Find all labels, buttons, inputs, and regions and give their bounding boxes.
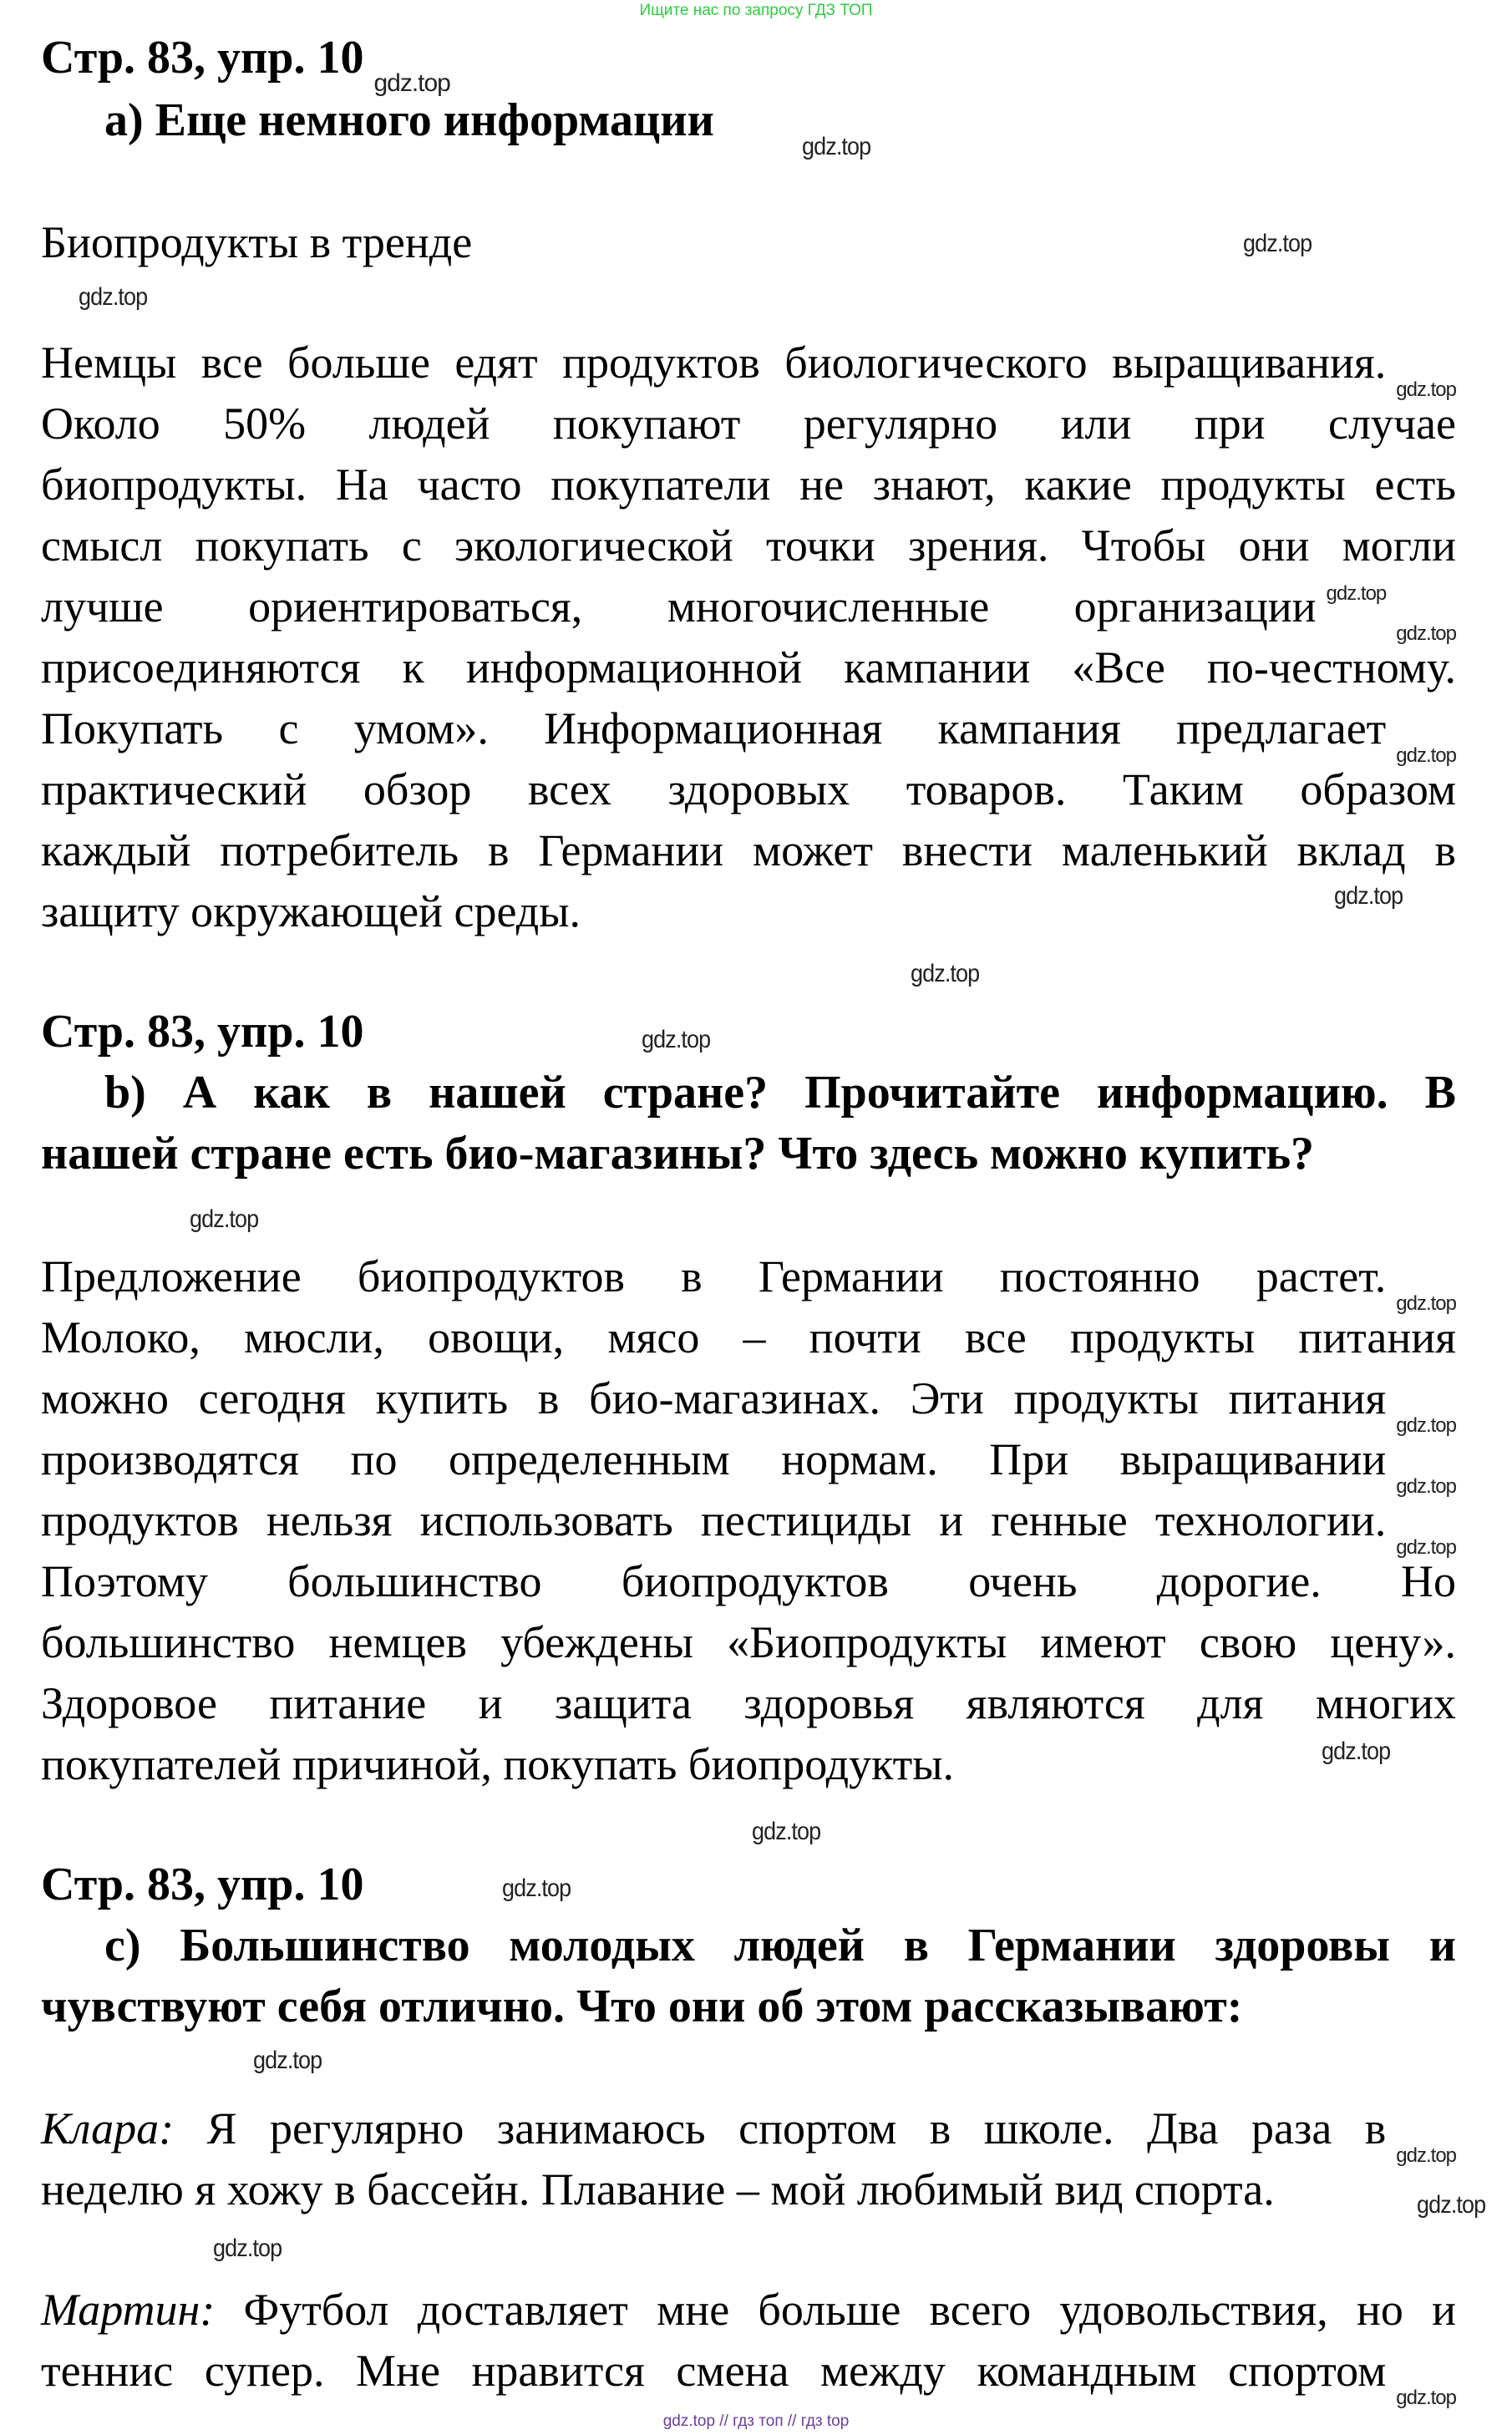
- watermark: gdz.top: [1396, 2144, 1457, 2167]
- watermark: gdz.top: [802, 133, 871, 160]
- section-b-header: Стр. 83, упр. 10: [41, 1006, 364, 1058]
- paragraph-a-line: [41, 332, 1456, 401]
- klara-text: Я регулярно занимаюсь спортом в школе. Два раза в: [206, 2103, 1387, 2153]
- footer-links: gdz.top // гдз топ // гдз top: [662, 2412, 850, 2430]
- paragraph-b-line: Здоровое питание и защита здоровья являются для многих: [41, 1678, 1456, 1728]
- watermark: gdz.top: [752, 1818, 821, 1845]
- paragraph-b-line: [41, 1246, 1456, 1315]
- paragraph-b-line: [41, 1368, 1456, 1437]
- martin-text: теннис супер. Мне нравится смена между командным спортом: [41, 2346, 1387, 2396]
- watermark: gdz.top: [1396, 1536, 1456, 1559]
- watermark: gdz.top: [1334, 882, 1403, 910]
- section-a-title: Биопродукты в тренде: [41, 217, 473, 267]
- watermark: gdz.top: [1396, 622, 1456, 645]
- watermark: gdz.top: [373, 69, 450, 97]
- paragraph-a-line: присоединяются к информационной кампании «Все по-честному.: [41, 642, 1456, 692]
- watermark: gdz.top: [1396, 1414, 1456, 1437]
- klara-line: [41, 2098, 1457, 2167]
- martin-name: Мартин:: [41, 2285, 216, 2335]
- watermark: gdz.top: [1243, 230, 1312, 257]
- section-c-task-line: чувствуют себя отлично. Что они об этом рассказывают:: [41, 1981, 1243, 2032]
- section-c-task-line: c) Большинство молодых людей в Германии здоровы и: [104, 1920, 1456, 1971]
- klara-name: Клара:: [41, 2103, 175, 2153]
- watermark: gdz.top: [1322, 1737, 1391, 1765]
- watermark: gdz.top: [1396, 2387, 1456, 2409]
- klara-line: неделю я хожу в бассейн. Плавание – мой любимый вид спорта.: [41, 2164, 1275, 2214]
- watermark: gdz.top: [1396, 744, 1456, 767]
- section-a-task: a) Еще немного информации: [104, 94, 714, 146]
- paragraph-a-line: [41, 698, 1456, 767]
- paragraph-b-text: Предложение биопродуктов в Германии постоянно растет.: [41, 1251, 1387, 1301]
- paragraph-b-line: [41, 1490, 1456, 1559]
- martin-text: Футбол доставляет мне больше всего удовольствия, но и: [243, 2285, 1456, 2335]
- watermark: gdz.top: [1326, 582, 1387, 605]
- paragraph-a-text: Немцы все больше едят продуктов биологического выращивания.: [41, 337, 1387, 388]
- paragraph-b-line: покупателей причиной, покупать биопродукты.: [41, 1739, 955, 1789]
- watermark: gdz.top: [1396, 1475, 1456, 1498]
- watermark: gdz.top: [253, 2047, 322, 2074]
- watermark: gdz.top: [213, 2235, 282, 2262]
- section-a-header-line: [41, 28, 1456, 97]
- paragraph-b-line: большинство немцев убеждены «Биопродукты имеют свою цену».: [41, 1617, 1456, 1667]
- watermark: gdz.top: [79, 283, 148, 311]
- section-b-task-line: b) А как в нашей стране? Прочитайте информацию. В: [104, 1067, 1456, 1119]
- watermark: gdz.top: [1396, 1292, 1456, 1315]
- paragraph-a-line: защиту окружающей среды.: [41, 886, 581, 936]
- section-b-task-line: нашей стране есть био-магазины? Что здесь можно купить?: [41, 1128, 1315, 1179]
- paragraph-b-text: производятся по определенным нормам. При выращивании: [41, 1434, 1387, 1484]
- paragraph-a-text: лучше ориентироваться, многочисленные организации: [41, 581, 1317, 632]
- martin-line: [41, 2280, 1456, 2340]
- paragraph-a-line: смысл покупать с экологической точки зрения. Чтобы они могли: [41, 520, 1456, 571]
- paragraph-b-text: можно сегодня купить в био-магазинах. Эти продукты питания: [41, 1373, 1387, 1423]
- watermark: gdz.top: [642, 1026, 711, 1053]
- watermark: gdz.top: [502, 1874, 571, 1902]
- paragraph-b-text: продуктов нельзя использовать пестициды и генные технологии.: [41, 1495, 1387, 1545]
- paragraph-a-line: биопродукты. На часто покупатели не знают, какие продукты есть: [41, 459, 1456, 510]
- paragraph-a-line: Около 50% людей покупают регулярно или при случае: [41, 398, 1456, 449]
- paragraph-b-line: Молоко, мюсли, овощи, мясо – почти все продукты питания: [41, 1312, 1456, 1362]
- martin-line: [41, 2341, 1456, 2409]
- paragraph-b-line: Поэтому большинство биопродуктов очень дорогие. Но: [41, 1556, 1456, 1606]
- watermark: gdz.top: [1417, 2191, 1486, 2219]
- top-search-note: Ищите нас по запросу ГДЗ ТОП: [639, 2, 873, 19]
- section-c-header: Стр. 83, упр. 10: [41, 1859, 364, 1910]
- watermark: gdz.top: [1396, 378, 1456, 401]
- paragraph-b-line: [41, 1429, 1456, 1498]
- watermark: gdz.top: [190, 1205, 259, 1233]
- paragraph-a-line: [41, 576, 1456, 645]
- paragraph-a-text: Покупать с умом». Информационная кампания предлагает: [41, 703, 1387, 753]
- paragraph-a-line: каждый потребитель в Германии может внести маленький вклад в: [41, 825, 1456, 875]
- section-a-header: Стр. 83, упр. 10: [41, 32, 364, 84]
- watermark: gdz.top: [911, 960, 980, 987]
- paragraph-a-line: практический обзор всех здоровых товаров. Таким образом: [41, 764, 1456, 814]
